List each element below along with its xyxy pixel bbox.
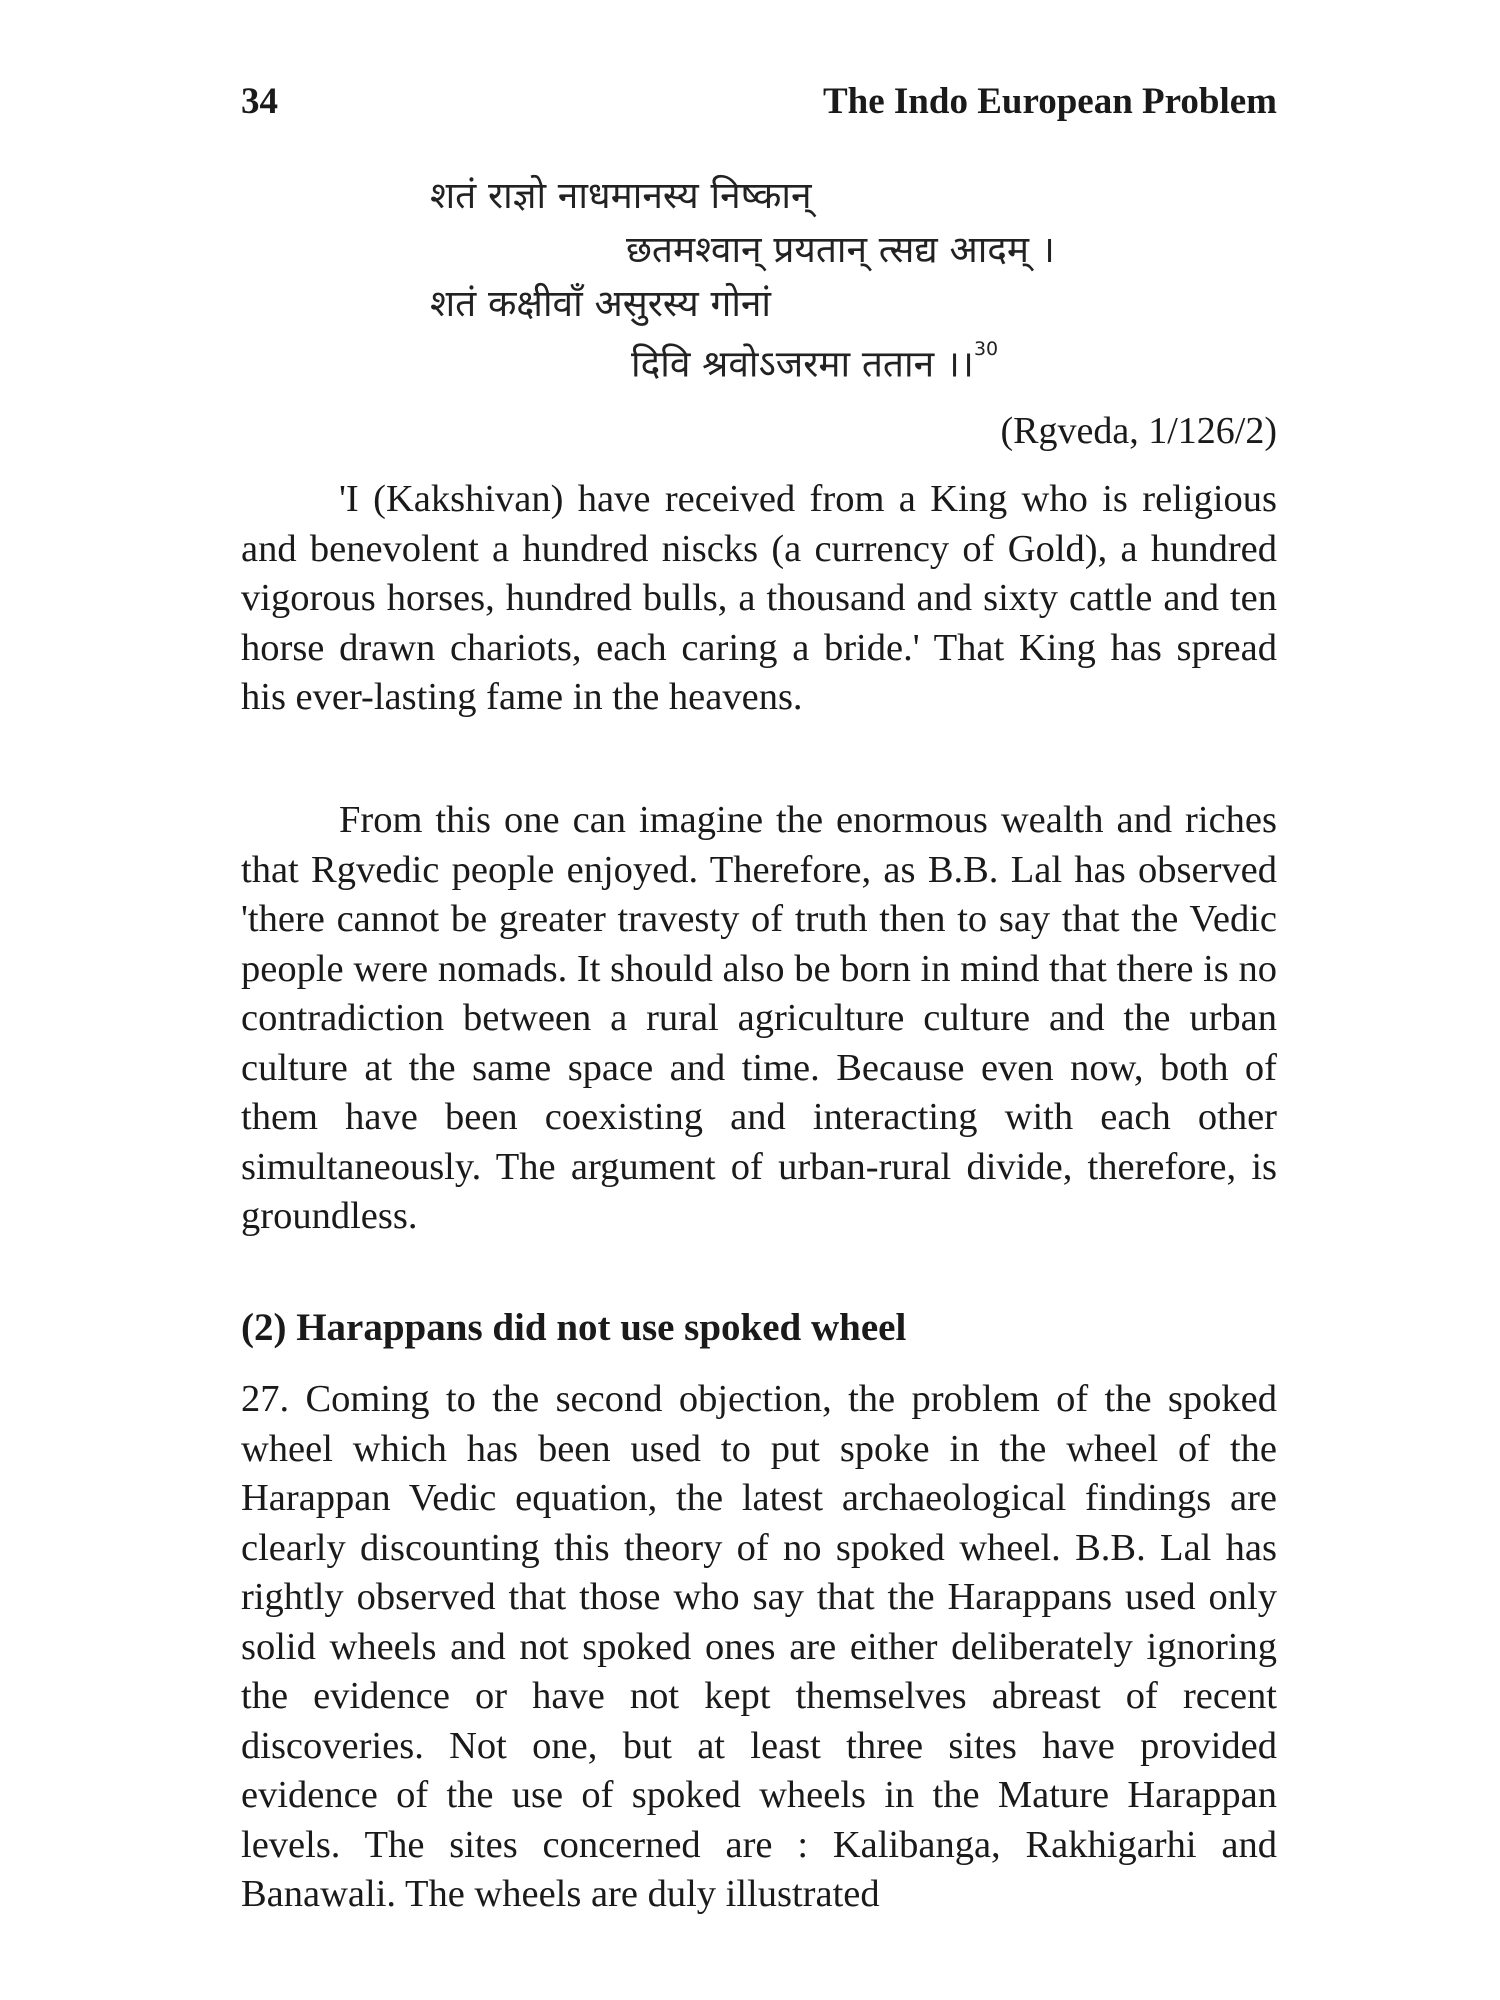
footnote-marker: 30	[973, 338, 999, 360]
verse-line-3: शतं कक्षीवाँ असुरस्य गोनां	[430, 282, 772, 325]
page-number: 34	[241, 81, 278, 122]
translation-paragraph: 'I (Kakshivan) have received from a King who is religious and benevolent a hundred niscks (a currency of Gold), a hundred vigorous horses, hundred bulls, a thousand and sixty cattle and ten horse drawn chariots, each caring a bride.' That King has spread his ever-lasting fame in the heavens.	[241, 478, 1277, 718]
running-title: The Indo European Problem	[822, 81, 1277, 122]
wealth-paragraph: From this one can imagine the enormous wealth and riches that Rgvedic people enjoyed. Therefore, as B.B. Lal has observed 'there cannot be greater travesty of truth then to say that the Vedic people were nomads. It should also be born in mind that there is no contradiction between a rural agriculture culture and the urban culture at the same space and time. Because even now, both of them have been coexisting and interacting with each other simultaneously. The argument of urban-rural divide, therefore, is groundless.	[241, 799, 1277, 1237]
spoked-wheel-paragraph: 27. Coming to the second objection, the problem of the spoked wheel which has been used to put spoke in the wheel of the Harappan Vedic equation, the latest archaeological findings are clearly discounting this theory of no spoked wheel. B.B. Lal has rightly observed that those who say that the Harappans used only solid wheels and not spoked ones are either deliberately ignoring the evidence or have not kept themselves abreast of recent discoveries. Not one, but at least three sites have provided evidence of the use of spoked wheels in the Mature Harappan levels. The sites concerned are : Kalibanga, Rakhigarhi and Banawali. The wheels are duly illustrated	[241, 1378, 1277, 1915]
section-heading: (2) Harappans did not use spoked wheel	[241, 1306, 907, 1349]
page-header	[241, 78, 1277, 126]
verse-line-2: छतमश्वान् प्रयतान् त्सद्य आदम् ।	[626, 228, 1055, 271]
verse-citation: (Rgveda, 1/126/2)	[1000, 410, 1277, 452]
verse-line-4	[631, 333, 998, 388]
verse-line-1: शतं राज्ञो नाधमानस्य निष्कान्	[430, 174, 812, 217]
verse-line-4-text: दिवि श्रवोऽजरमा ततान ।।	[631, 342, 974, 386]
